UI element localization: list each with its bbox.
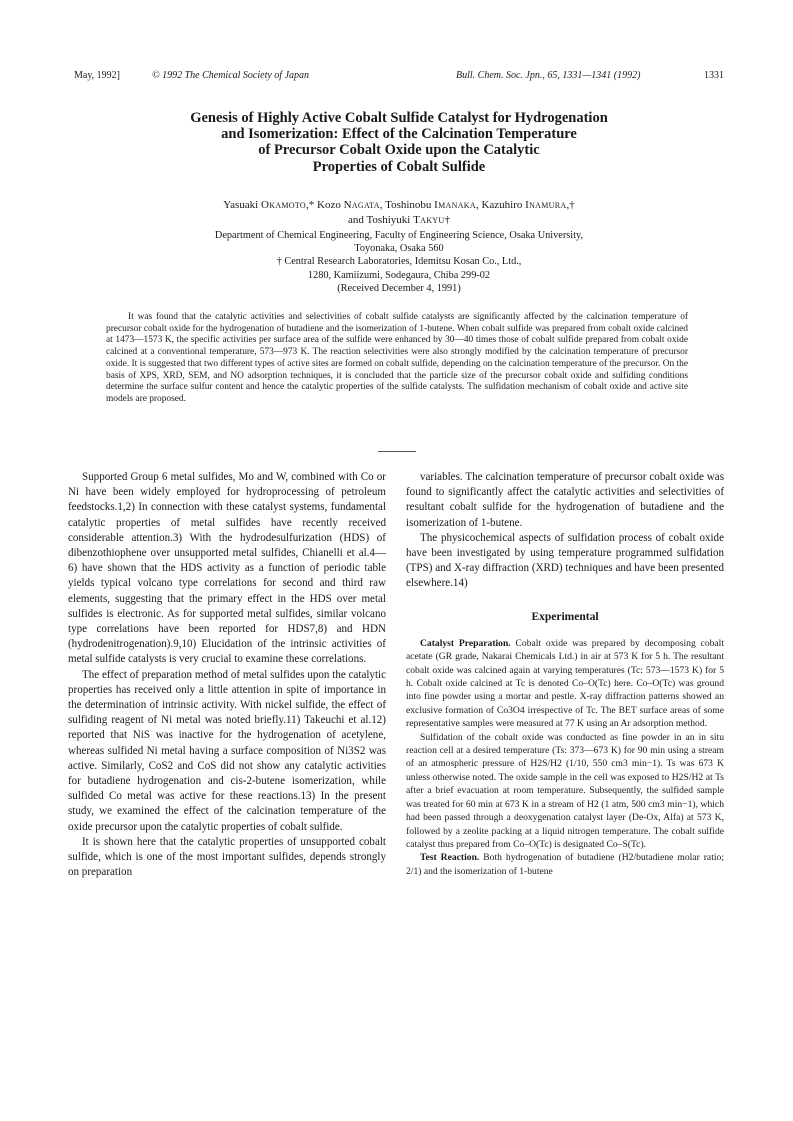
abstract: It was found that the catalytic activities and selectivities of cobalt sulfide catalysts are significantly affected by the calcination temperature of precursor cobalt oxide for the hydrogenation of butadiene and the isomerization of 1-butene. When cobalt sulfide was prepared from cobalt oxide calcined at 1473—1573 K, the specific activities per surface area of the sulfide were enhanced by 30—40 times those of cobalt sulfide prepared from cobalt oxide calcined at a conventional temperature, 573—973 K. The reaction selectivities were also strongly modified by the calcination temperature of precursor oxide. It is suggested that two different types of active sites are formed on cobalt sulfide, depending on the calcination temperature of the precursor. On the basis of XPS, XRD, SEM, and NO adsorption techniques, it is concluded that the particle size of the precursor cobalt oxide and sulfiding conditions determine the surface sulfur content and hence the catalytic properties of the sulfide catalysts. The sulfidation mechanism of cobalt oxide and active site models are proposed. (106, 312, 688, 404)
title-line: Properties of Cobalt Sulfide (312, 158, 486, 175)
author-given-name: Toshiyuki (366, 213, 414, 226)
section-heading: Experimental (531, 610, 599, 623)
right-column (406, 470, 724, 878)
paper-title (96, 110, 702, 175)
received-date: (Received December 4, 1991) (337, 282, 461, 294)
author-family-name: Imanaka (434, 199, 476, 211)
section-divider (378, 451, 416, 452)
journal-citation: Bull. Chem. Soc. Jpn., 65, 1331—1341 (1992) (456, 70, 641, 81)
body-paragraph (406, 851, 724, 878)
paragraph-lead: Catalyst Preparation. (420, 637, 511, 649)
paragraph-text: Both hydrogenation of butadiene (H2/butadiene molar ratio; 2/1) and the isomerization of 1-butene (406, 852, 724, 877)
author-family-name: Nagata (343, 199, 380, 211)
page-number: 1331 (704, 70, 724, 81)
title-line: Genesis of Highly Active Cobalt Sulfide Catalyst for Hydrogenation (190, 110, 608, 126)
body-paragraph: The physicochemical aspects of sulfidation process of cobalt oxide have been investigated by using temperature programmed sulfidation (TPS) and X-ray diffraction (XRD) techniques and have been presented elsewhere.14) (406, 531, 724, 590)
paragraph-text: Cobalt oxide was prepared by decomposing cobalt acetate (GR grade, Nakarai Chemicals Ltd.) in air at 573 K for 5 h. The resultant cobalt oxide was calcined again at varying temperatures (Tc: 573—1573 K) for 5 h. Cobalt oxide calcined at Tc is denoted Co–O(Tc) here. Co–O(Tc) was ground into fine powder using a mortar and pestle. X-ray diffraction patterns showed an exclusive formation of Co3O4 irrespective of Tc. The BET surface areas of some representative samples were measured at 77 K using an Ar adsorption method. (406, 637, 724, 730)
author-family-name: Okamoto (261, 199, 307, 211)
body-paragraph: The effect of preparation method of metal sulfides upon the catalytic properties has received only a little attention in spite of importance in the determination of intrinsic activity. With nickel sulfide, the effect of sulfiding reagent of Ni metal was noted briefly.11) Takeuchi et al.12) reported that NiS was inactive for the hydrogenation of acetylene, whereas sulfided Ni metal having a surface composition of Ni3S2 was active. Similarly, CoS2 and CoS did not show any catalytic activities for butadiene hydrogenation and cis-2-butene isomerization, while sulfided Co metal was active for these reactions.13) In the present study, we examined the effect of the calcination temperature of the oxide precursor upon the catalytic properties of cobalt sulfide. (68, 668, 386, 833)
affiliation-line: 1280, Kamiizumi, Sodegaura, Chiba 299-02 (307, 269, 491, 281)
author-mark: , (379, 199, 386, 211)
author-given-name: Toshinobu (385, 199, 435, 211)
affiliations (96, 229, 702, 295)
author-given-name: Kozo (317, 199, 344, 211)
paragraph-lead: Test Reaction. (420, 852, 480, 864)
title-line: and Isomerization: Effect of the Calcination Temperature (221, 126, 577, 143)
author-family-name: Takyu (413, 213, 445, 226)
author-mark: ,† (566, 199, 575, 211)
body-paragraph: Sulfidation of the cobalt oxide was conducted as fine powder in an in situ reaction cell at a desired temperature (Ts: 373—673 K) for 90 min using a stream of an atmospheric pressure of H2S/H2 (1/10, 550 cm3 min−1). Ts was 673 K unless otherwise noted. The oxide sample in the cell was exposed to H2S/H2 at Ts after a brief evacuation at room temperature. Subsequently, the sulfided sample was treated for 60 min at 673 K in a stream of H2 (1 atm, 500 cm3 min−1), which had been passed through a deoxygenation catalyst layer (De-Ox, Alfa) at 573 K, followed by a zeolite packing at a liquid nitrogen temperature. The cobalt sulfide catalyst thus prepared from Co–O(Tc) is designated Co–S(Tc). (406, 731, 724, 850)
body-paragraph (406, 637, 724, 731)
affiliation-line: Department of Chemical Engineering, Faculty of Engineering Science, Osaka University, (214, 230, 584, 241)
author-line (96, 213, 702, 228)
author-line (96, 198, 702, 213)
author-family-name: Inamura (525, 199, 567, 211)
author-mark: ,* (306, 199, 318, 211)
copyright-notice: © 1992 The Chemical Society of Japan (152, 70, 310, 81)
running-header (74, 70, 724, 86)
author-given-name: Kazuhiro (481, 199, 526, 211)
issue-date: May, 1992] (74, 70, 121, 81)
left-column (68, 470, 386, 880)
body-paragraph: variables. The calcination temperature of precursor cobalt oxide was found to significantly affect the catalytic activities and selectivities of resultant cobalt sulfide for the hydrogenation of butadiene and the isomerization of 1-butene. (406, 471, 724, 529)
author-mark: † (444, 213, 450, 226)
author-conjunction: and (348, 213, 367, 226)
author-given-name: Yasuaki (223, 199, 261, 211)
affiliation-line: Toyonaka, Osaka 560 (354, 243, 444, 255)
author-mark: , (475, 199, 482, 211)
affiliation-line: † Central Research Laboratories, Idemitsu Kosan Co., Ltd., (276, 256, 522, 268)
title-line: of Precursor Cobalt Oxide upon the Catalytic (258, 142, 540, 159)
body-paragraph: Supported Group 6 metal sulfides, Mo and W, combined with Co or Ni have been widely employed for hydroprocessing of petroleum feedstocks.1,2) In connection with these catalyst systems, fundamental catalytic properties of metal sulfides have recently received considerable attention.3) With the hydrodesulfurization (HDS) of dibenzothiophene over unsupported metal sulfides, Chianelli et al.4—6) have shown that the HDS activity as a function of periodic table yields typical volcano type correlations for second and third raw elements, suggesting that the primary effect in the HDS over metal sulfides is electronic. As for supported metal sulfides, similar volcano type correlations have been reported for HDS7,8) and HDN (hydrodenitrogenation).9,10) Elucidation of the intrinsic activities of metal sulfide catalysts is very crucial to examine these correlations. (68, 471, 386, 666)
author-list (96, 198, 702, 227)
body-paragraph: It is shown here that the catalytic properties of unsupported cobalt sulfide, which is one of the most important sulfides, depends strongly on preparation (68, 835, 386, 879)
